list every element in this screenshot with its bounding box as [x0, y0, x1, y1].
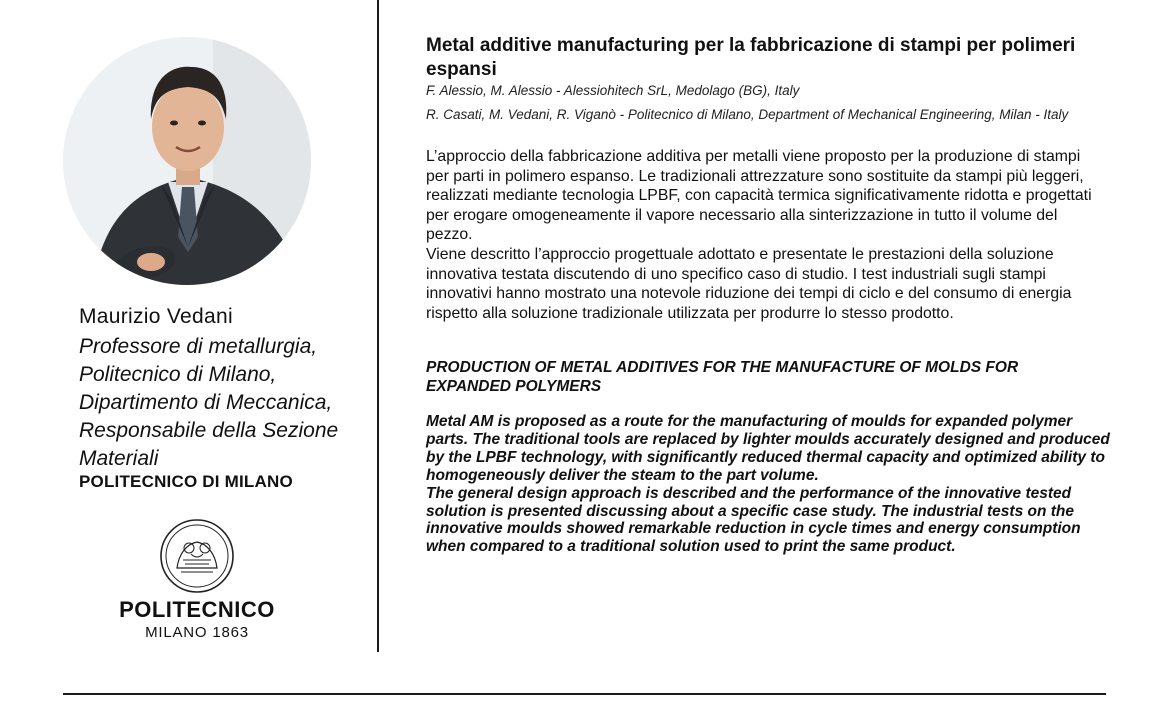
logo-wordmark: POLITECNICO	[119, 597, 275, 622]
article-title: Metal additive manufacturing per la fabbricazione di stampi per polimeri espansi	[426, 35, 1076, 80]
abstract-english-paragraph-1: Metal AM is proposed as a route for the manufacturing of moulds for expanded polymer parts. The traditional tools are replaced by lighter moulds accurately designed and produced by the LPBF technology, with significantly reduced thermal capacity and optimized ability to homogeneously deliver the steam to the part volume.	[426, 413, 1110, 484]
article-authors-2: R. Casati, M. Vedani, R. Viganò - Politecnico di Milano, Department of Mechanical Engineering, Milan - Italy	[426, 107, 1069, 122]
abstract-italian-paragraph-1: L’approccio della fabbricazione additiva per metalli viene proposto per la produzione di stampi per parti in polimero espanso. Le tradizionali attrezzature sono sostituite da stampi più leggeri, realizzati mediante tecnologia LPBF, con capacità termica significativamente ridotta e progettati per erogare omogeneamente il vapore necessario alla sinterizzazione in tutto il volume del pezzo.	[426, 148, 1092, 244]
author-institution: POLITECNICO DI MILANO	[79, 472, 293, 491]
author-sidebar	[0, 0, 378, 660]
author-name: Maurizio Vedani	[79, 305, 233, 328]
abstract-italian-paragraph-2: Viene descritto l’approccio progettuale adottato e presentate le prestazioni della soluzione innovativa testata discutendo di uno specifico caso di studio. I test industriali sugli stampi innovativi hanno mostrato una notevole riduzione dei tempi di ciclo e del consumo di energia rispetto alla soluzione tradizionale utilizzata per produrre lo stesso prodotto.	[426, 245, 1072, 322]
abstract-english-paragraph-2: The general design approach is described and the performance of the innovative tested solution is presented discussing about a specific case study. The industrial tests on the innovative moulds showed remarkable reduction in cycle times and energy consumption when compared to a traditional solution used to print the same product.	[426, 484, 1081, 556]
abstract-italian	[426, 147, 1094, 323]
author-role: Professore di metallurgia, Politecnico di Milano, Dipartimento di Meccanica, Responsabile della Sezione Materiali	[79, 335, 339, 470]
column-divider	[377, 0, 379, 652]
bottom-rule	[63, 693, 1106, 695]
abstract-english	[426, 413, 1110, 556]
article-authors-1: F. Alessio, M. Alessio - Alessiohitech SrL, Medolago (BG), Italy	[426, 83, 800, 98]
english-title: PRODUCTION OF METAL ADDITIVES FOR THE MANUFACTURE OF MOLDS FOR EXPANDED POLYMERS	[426, 359, 1019, 395]
politecnico-seal-icon	[159, 518, 235, 594]
portrait-photo-icon	[63, 37, 311, 285]
author-portrait	[63, 37, 311, 285]
logo-subtitle: MILANO 1863	[145, 624, 249, 641]
